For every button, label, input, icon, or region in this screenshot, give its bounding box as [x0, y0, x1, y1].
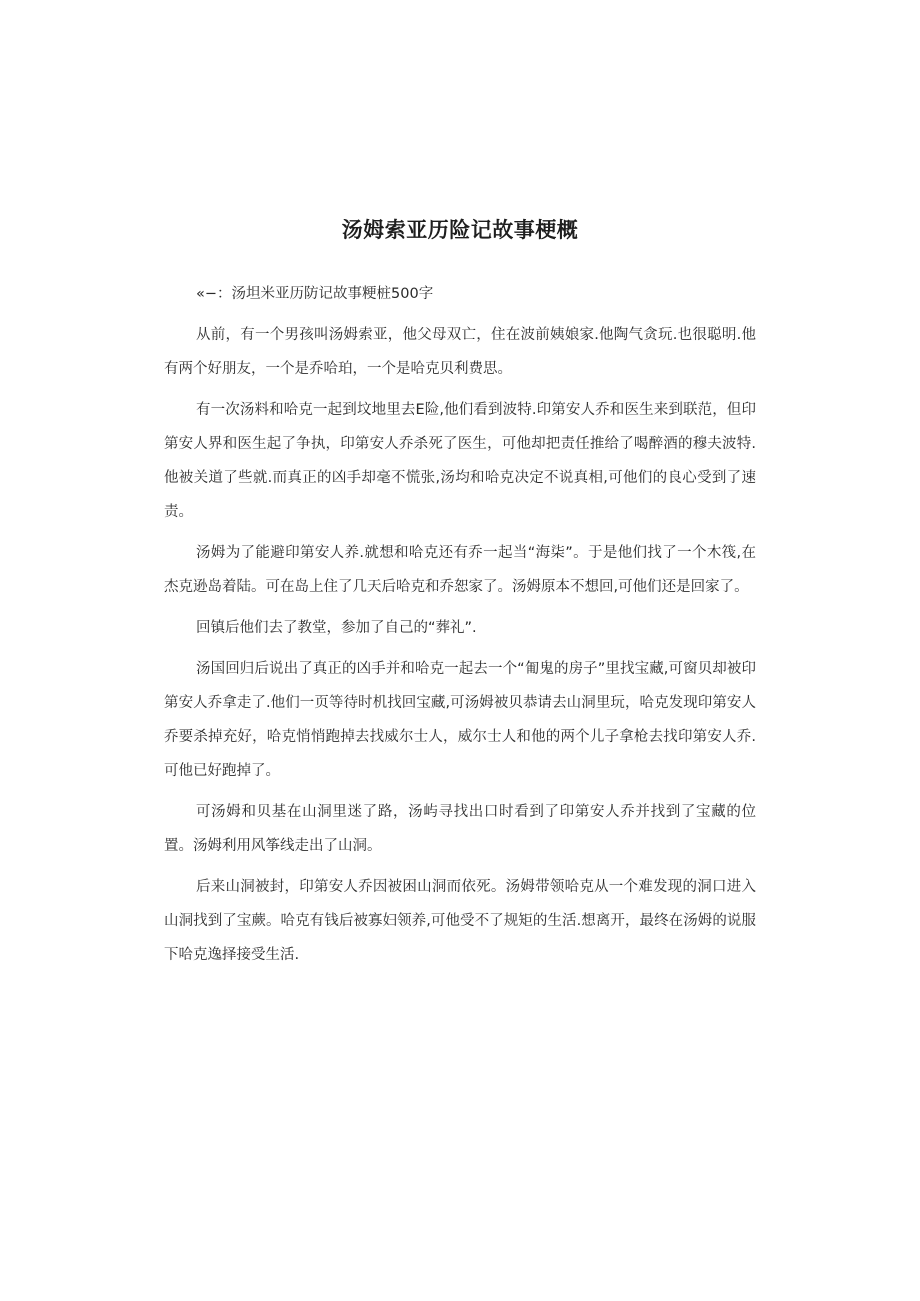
document-body [164, 281, 756, 979]
paragraph-4: 回镇后他们去了教堂，参加了自己的“葬礼”. [196, 620, 477, 636]
document-subtitle: «−：汤坦米亚历防记故事粳桩500字 [196, 286, 434, 302]
paragraph-1: 从前，有一个男孩叫汤姆索亚，他父母双亡，住在波前姨娘家.他陶气贪玩.也很聪明.他有两个好朋友，一个是乔哈珀，一个是哈克贝利费思。 [164, 327, 756, 377]
paragraph-5: 汤国回归后说出了真正的凶手并和哈克一起去一个“匍鬼的房子”里找宝藏,可窗贝却被印第安人乔拿走了.他们一页等待时机找回宝藏,可汤姆被贝恭请去山洞里玩，哈克发现印第安人乔要杀掉充好，哈克悄悄跑掉去找威尔士人，威尔士人和他的两个儿子拿枪去找印第安人乔.可他已好跑掉了。 [164, 661, 756, 779]
paragraph-3: 汤姆为了能避印第安人养.就想和哈克还有乔一起当“海柒”。于是他们找了一个木筏,在杰克逊岛着陆。可在岛上住了几天后哈克和乔恕家了。汤姆原本不想回,可他们还是回家了。 [164, 545, 756, 595]
paragraph-2: 有一次汤料和哈克一起到坟地里去E险,他们看到波特.印第安人乔和医生来到联范，但印第安人界和医生起了争执，印第安人乔杀死了医生，可他却把责任推给了喝醉酒的穆夫波特.他被关道了些就.而真正的凶手却毫不慌张,汤均和哈克决定不说真相,可他们的良心受到了速责。 [164, 402, 756, 520]
paragraph-7: 后来山洞被封，印第安人乔因被困山洞而依死。汤姆带领哈克从一个难发现的洞口进入山洞找到了宝蕨。哈克有钱后被寡妇领养,可他受不了规矩的生活.想离开，最终在汤姆的说服下哈克逸择接受生活. [164, 879, 756, 963]
document-title: 汤姆索亚历险记故事梗概 [341, 218, 579, 242]
paragraph-6: 可汤姆和贝基在山洞里迷了路，汤屿寻找出口时看到了印第安人乔并找到了宝藏的位置。汤姆利用风筝线走出了山洞。 [164, 804, 756, 854]
